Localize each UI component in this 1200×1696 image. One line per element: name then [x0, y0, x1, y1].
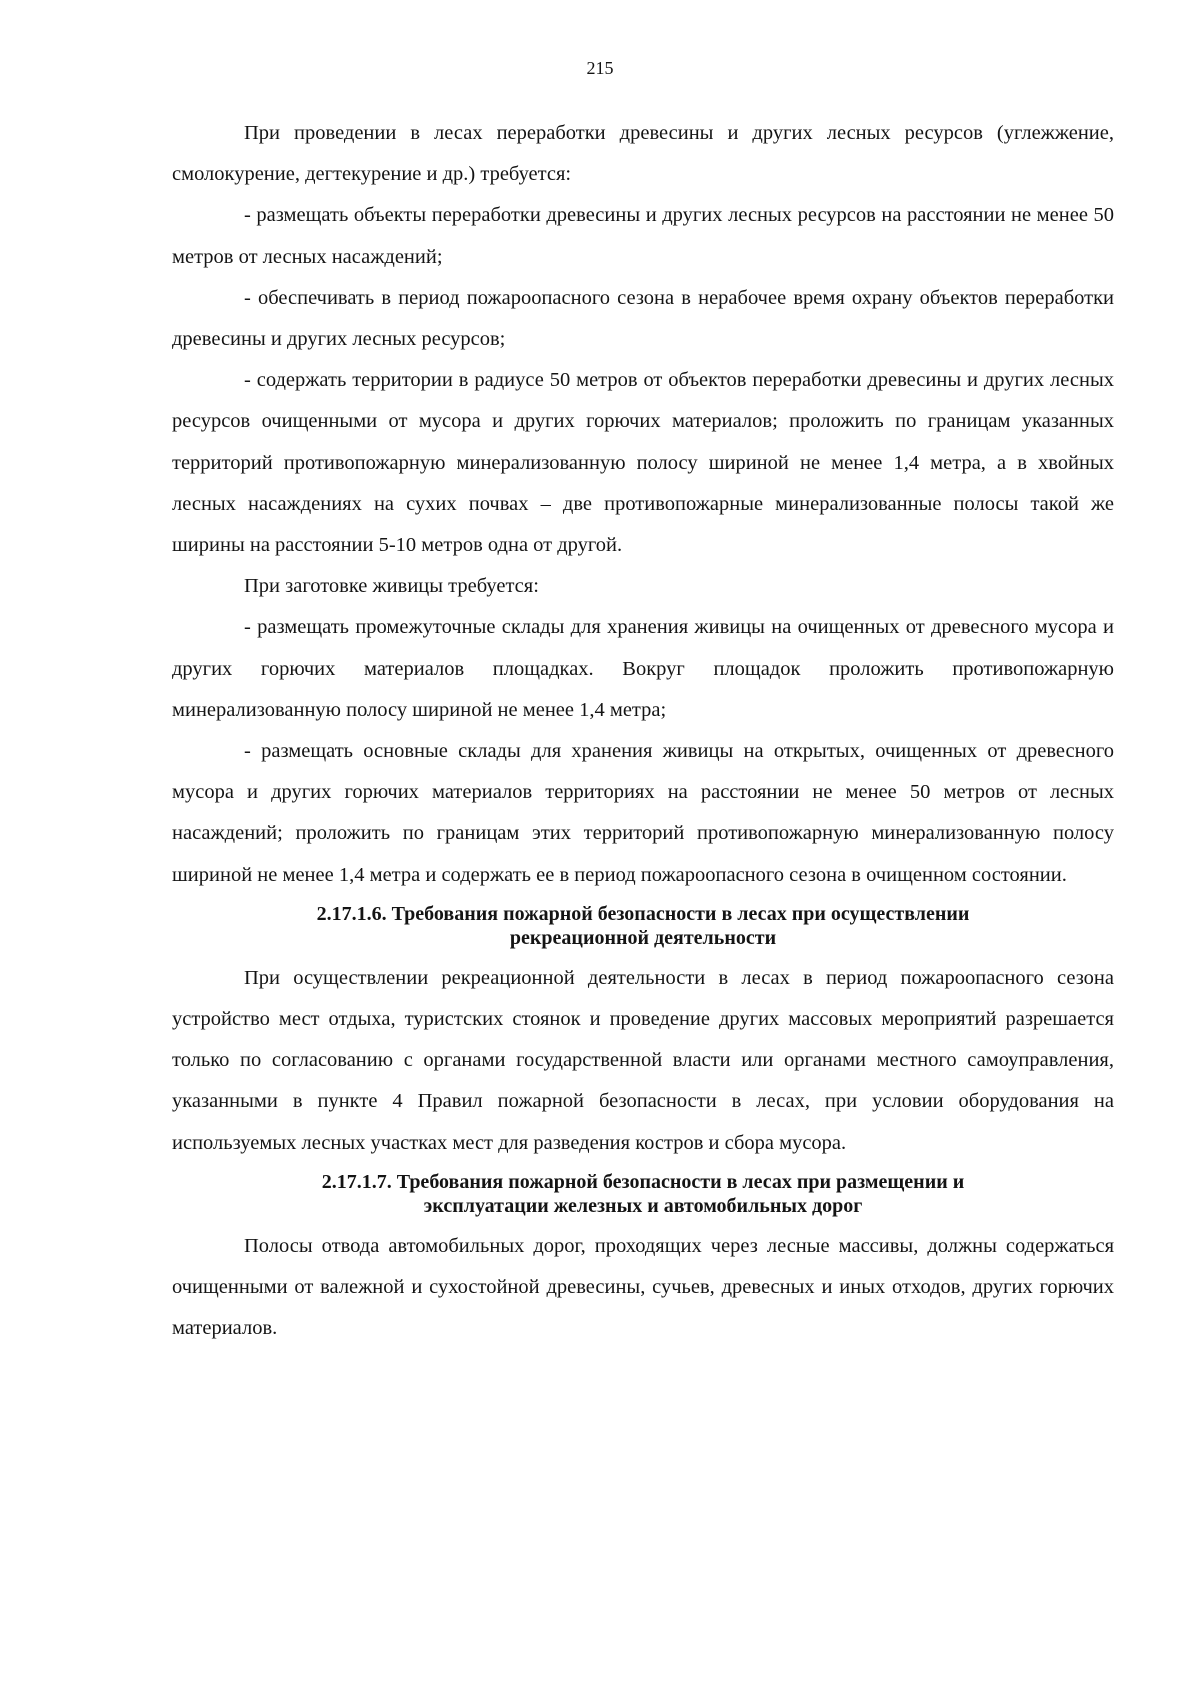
section-heading-roads-line2: эксплуатации железных и автомобильных дорог — [423, 1194, 863, 1217]
section-heading-roads — [172, 1164, 1114, 1226]
section-heading-recreation-line2: рекреационной деятельности — [509, 926, 777, 949]
section-heading-roads-line1: 2.17.1.7. Требования пожарной безопасности в лесах при размещении и — [321, 1170, 965, 1193]
page-number: 215 — [586, 58, 614, 78]
paragraph-processing-intro: При проведении в лесах переработки древесины и других лесных ресурсов (углежжение, смолокурение, дегтекурение и др.) требуется: — [172, 122, 1114, 186]
paragraph-roads: Полосы отвода автомобильных дорог, проходящих через лесные массивы, должны содержаться очищенными от валежной и сухостойной древесины, сучьев, древесных и иных отходов, других горючих материалов. — [172, 1234, 1114, 1340]
paragraph-resin-main: - размещать основные склады для хранения живицы на открытых, очищенных от древесного мусора и других горючих материалов территориях на расстоянии не менее 50 метров от лесных насаждений; проложить по границам этих территорий противопожарную минерализованную полосу шириной не менее 1,4 метра и содержать ее в период пожароопасного сезона в очищенном состоянии. — [172, 740, 1114, 886]
paragraph-processing-guard: - обеспечивать в период пожароопасного сезона в нерабочее время охрану объектов переработки древесины и других лесных ресурсов; — [172, 286, 1114, 351]
paragraph-resin-intermediate: - размещать промежуточные склады для хранения живицы на очищенных от древесного мусора и других горючих материалов площадках. Вокруг площадок проложить противопожарную минерализованную полосу шириной не менее 1,4 метра; — [172, 616, 1114, 721]
paragraph-recreation: При осуществлении рекреационной деятельности в лесах в период пожароопасного сезона устройство мест отдыха, туристских стоянок и проведение других массовых мероприятий разрешается только по согласованию с органами государственной власти или органами местного самоуправления, указанными в пункте 4 Правил пожарной безопасности в лесах, при условии оборудования на используемых лесных участках мест для разведения костров и сбора мусора. — [172, 966, 1114, 1154]
paragraph-resin-intro: При заготовке живицы требуется: — [244, 575, 539, 598]
document-body — [172, 113, 1114, 1349]
paragraph-processing-territory: - содержать территории в радиусе 50 метров от объектов переработки древесины и других лесных ресурсов очищенными от мусора и других горючих материалов; проложить по границам указанных территорий противопожарную минерализованную полосу шириной не менее 1,4 метра, а в хвойных лесных насаждениях на сухих почвах – две противопожарные минерализованные полосы такой же ширины на расстоянии 5-10 метров одна от другой. — [172, 369, 1114, 557]
section-heading-recreation — [172, 896, 1114, 958]
section-heading-recreation-line1: 2.17.1.6. Требования пожарной безопасности в лесах при осуществлении — [316, 902, 970, 925]
paragraph-processing-distance: - размещать объекты переработки древесины и других лесных ресурсов на расстоянии не менее 50 метров от лесных насаждений; — [172, 204, 1114, 268]
